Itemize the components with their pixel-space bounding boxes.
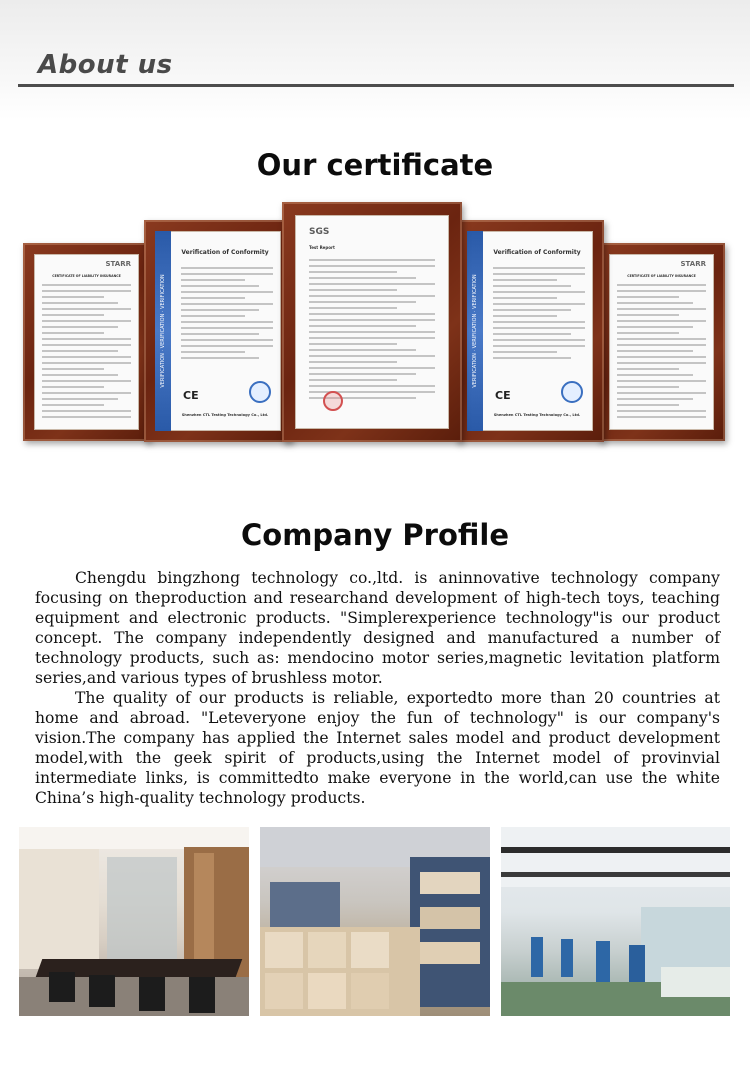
profile-paragraph: The quality of our products is reliable, exportedto more than 20 countries at home and abroad. "Leteveryone enjoy the fun of technology" is our company's vision.The company has applied the Internet sales model and product development model,with the geek spirit of products,using the Internet model of provinvial intermediate links, is committedto make everyone in the world,can use the white China’s high-quality technology products.: [35, 689, 720, 807]
certificate-frame-conformity-right: [456, 220, 604, 442]
certificate-frame-liability-left: [23, 243, 150, 441]
sgs-logo: SGS: [309, 227, 330, 237]
photo-production-line: [501, 827, 730, 1016]
company-profile-title: Company Profile: [241, 518, 509, 552]
certificate-frame-sgs: [282, 202, 462, 442]
certificate-frame-liability-right: [598, 243, 725, 441]
certificate-heading: Verification of Conformity: [493, 249, 581, 256]
issuer-name: Shenzhen CTL Testing Technology Co., Ltd.: [181, 413, 269, 417]
certificate-section-title: Our certificate: [256, 148, 494, 182]
starr-logo: STARR: [680, 260, 706, 268]
company-profile-text: [35, 568, 720, 808]
sgs-stamp-icon: [323, 391, 343, 411]
ctl-logo-icon: [249, 381, 271, 403]
photo-conference-room: [19, 827, 249, 1016]
certificate-frame-conformity-left: [144, 220, 292, 442]
header-divider: [18, 84, 734, 87]
certificate-document: [155, 231, 281, 431]
certificate-document: [34, 254, 139, 430]
page-title: About us: [38, 50, 173, 80]
certificate-document: [295, 215, 449, 429]
photo-warehouse: [260, 827, 490, 1016]
ce-mark: CE: [183, 389, 199, 402]
ce-mark: CE: [495, 389, 511, 402]
certificate-heading: CERTIFICATE OF LIABILITY INSURANCE: [52, 274, 121, 278]
issuer-name: Shenzhen CTL Testing Technology Co., Ltd.: [493, 413, 581, 417]
verification-stripe: VERIFICATION · VERIFICATION · VERIFICATION: [155, 231, 171, 431]
starr-logo: STARR: [105, 260, 131, 268]
certificate-document: [609, 254, 714, 430]
certificate-heading: Test Report: [309, 245, 335, 250]
certificate-heading: CERTIFICATE OF LIABILITY INSURANCE: [627, 274, 696, 278]
certificate-heading: Verification of Conformity: [181, 249, 269, 256]
ctl-logo-icon: [561, 381, 583, 403]
verification-stripe: VERIFICATION · VERIFICATION · VERIFICATION: [467, 231, 483, 431]
certificate-document: [467, 231, 593, 431]
profile-paragraph: Chengdu bingzhong technology co.,ltd. is aninnovative technology company focusing on theproduction and researchand development of high-tech toys, teaching equipment and electronic products. "Simplerexperience technology"is our product concept. The company independently designed and manufactured a number of technology products, such as: mendocino motor series,magnetic levitation platform series,and various types of brushless motor.: [35, 569, 720, 687]
